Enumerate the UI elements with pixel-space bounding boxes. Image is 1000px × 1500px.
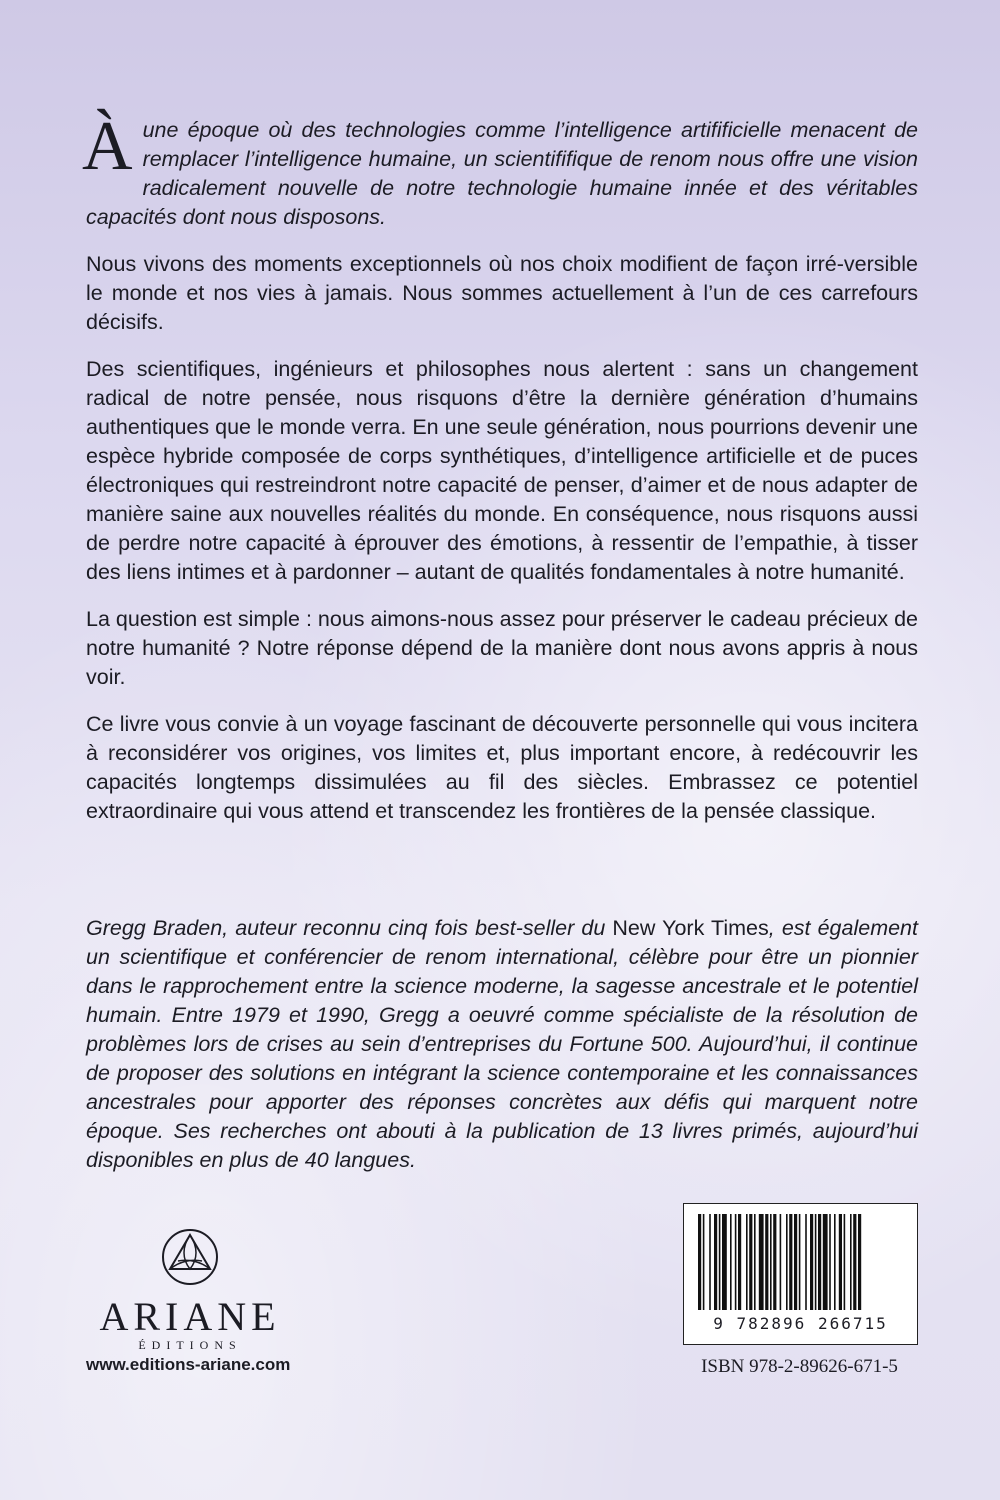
publisher-subtitle: ÉDITIONS	[138, 1338, 242, 1352]
barcode-digits: 9 782896 266715	[713, 1314, 888, 1333]
bio-end: , est également un scientifique et conférencier de renom international, célèbre pour être un pionnier dans le rapprochement entre la science moderne, la sagesse ancestrale et le potentiel humain. Entre 1979 et 1990, Gregg a oeuvré comme spécialiste de la résolution de problèmes lors de crises au sein d’entreprises du Fortune 500. Aujourd’hui, il continue de proposer des solutions en intégrant la science contemporaine et les connaissances ancestrales pour apporter des réponses concrètes aux défis qui marquent notre époque. Ses recherches ont abouti à la publication de 13 livres primés, aujourd’hui disponibles en plus de 40 langues.	[86, 915, 918, 1172]
barcode-bar	[698, 1214, 701, 1310]
bio-newspaper: New York Times	[612, 915, 769, 940]
bio-start: Gregg Braden, auteur reconnu cinq fois best-seller du	[86, 915, 613, 940]
barcode-bar	[773, 1214, 776, 1310]
barcode-bar	[722, 1214, 727, 1310]
barcode-bar	[765, 1214, 768, 1310]
barcode-bar	[735, 1214, 737, 1310]
barcode-bar	[839, 1214, 842, 1310]
drop-cap: À	[82, 108, 133, 185]
barcode-bar	[853, 1214, 856, 1310]
barcode-bar	[786, 1214, 788, 1310]
back-cover-text	[82, 108, 918, 844]
barcode-bar	[738, 1214, 741, 1310]
barcode-bar	[815, 1214, 817, 1310]
triquetra-icon	[160, 1225, 220, 1287]
barcode-bar	[844, 1214, 846, 1310]
barcode-bar	[829, 1214, 831, 1310]
publisher-website: www.editions-ariane.com	[86, 1355, 291, 1374]
barcode-bar	[799, 1214, 801, 1310]
barcode-bars	[694, 1214, 907, 1312]
barcode-bar	[759, 1214, 764, 1310]
barcode-bar	[703, 1214, 705, 1310]
barcode-bar	[834, 1214, 836, 1310]
barcode-bar	[746, 1214, 748, 1310]
barcode-bar	[805, 1214, 807, 1310]
paragraph-3: La question est simple : nous aimons-nous assez pour préserver le cadeau précieux de notre humanité ? Notre réponse dépend de la manière dont nous avons appris à nous voir.	[86, 607, 918, 689]
barcode-bar	[858, 1214, 861, 1310]
barcode-bar	[818, 1214, 821, 1310]
barcode-bar	[780, 1214, 782, 1310]
barcode	[683, 1203, 918, 1345]
barcode-bar	[810, 1214, 813, 1310]
barcode-bar	[719, 1214, 721, 1310]
paragraph-1: Nous vivons des moments exceptionnels où nos choix modifient de façon irré-versible le monde et nos vies à jamais. Nous sommes actuellement à l’un de ces carrefours décisifs.	[86, 252, 918, 334]
barcode-bar	[850, 1214, 852, 1310]
barcode-bar	[714, 1214, 717, 1310]
barcode-bar	[794, 1214, 797, 1310]
barcode-bar	[749, 1214, 752, 1310]
barcode-bar	[823, 1214, 828, 1310]
publisher-name: ARIANE	[99, 1294, 281, 1339]
barcode-bar	[789, 1214, 792, 1310]
intro-paragraph	[82, 108, 918, 232]
paragraph-4: Ce livre vous convie à un voyage fascinant de découverte personnelle qui vous incitera à reconsidérer vos origines, vos limites et, plus important encore, à redécouvrir les capacités longtemps dissimulées au fil des siècles. Embrassez ce potentiel extraordinaire qui vous attend et transcendez les frontières de la pensée classique.	[86, 712, 918, 823]
barcode-bar	[770, 1214, 772, 1310]
paragraph-2: Des scientifiques, ingénieurs et philosophes nous alertent : sans un changement radical de notre pensée, nous risquons d’être la dernière génération d’humains authentiques que le monde verra. En une seule génération, nous pourrions devenir une espèce hybride composée de corps synthétiques, d’intelligence artificielle et de puces électroniques qui restreindront notre capacité de penser, d’aimer et de nous adapter de manière saine aux nouvelles réalités du monde. En conséquence, nous risquons aussi de perdre notre capacité à éprouver des émotions, à ressentir de l’empathie, à tisser des liens intimes et à pardonner – autant de qualités fondamentales à notre humanité.	[86, 357, 918, 584]
barcode-bar	[709, 1214, 711, 1310]
intro-text: une époque où des technologies comme l’intelligence artifificielle menacent de remplacer l’intelligence humaine, un scientififique de renom nous offre une vision radicalement nouvelle de notre technologie humaine innée et des véritables capacités dont nous disposons.	[86, 118, 918, 229]
isbn: ISBN 978-2-89626-671-5	[701, 1356, 898, 1377]
barcode-bar	[754, 1214, 756, 1310]
publisher-logo	[80, 1225, 300, 1353]
author-bio	[86, 914, 918, 1175]
barcode-bar	[730, 1214, 732, 1310]
